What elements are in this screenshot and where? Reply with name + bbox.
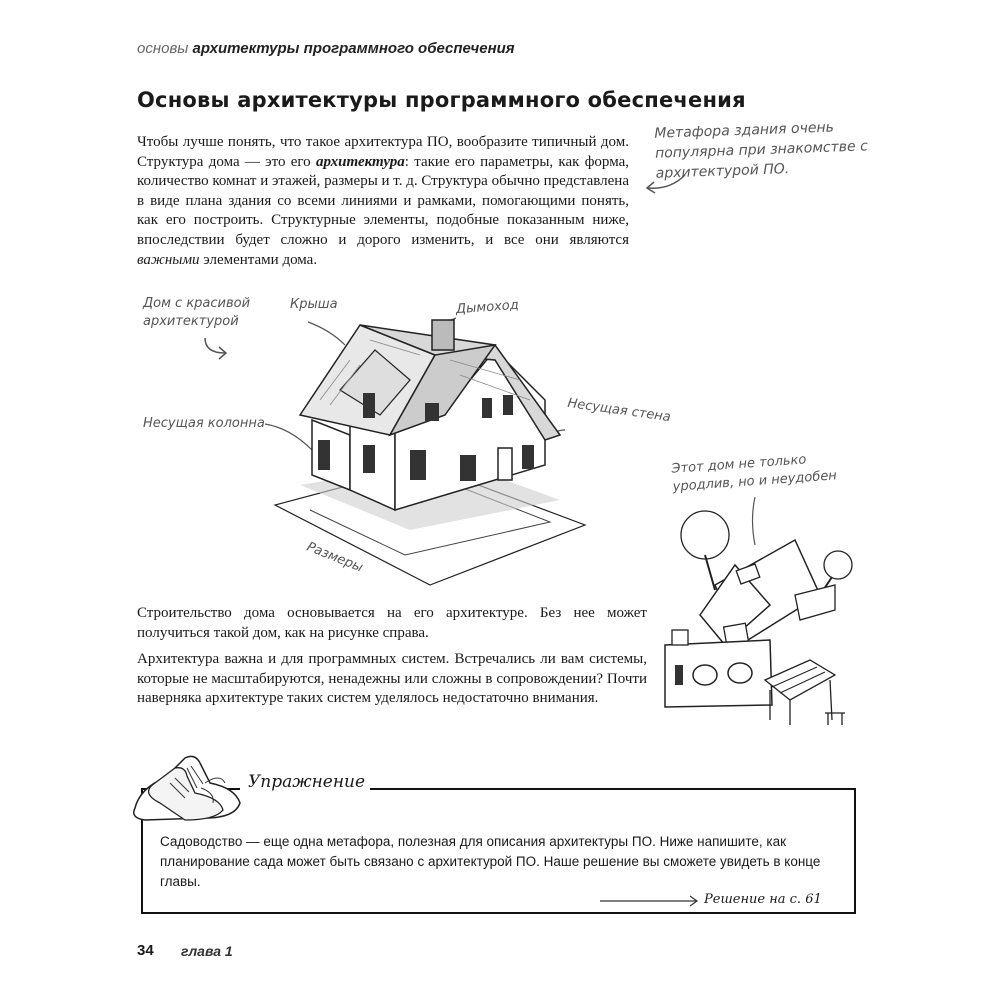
chapter-label: глава 1 [181,943,233,959]
running-head-light: основы [137,40,189,57]
running-head-bold: архитектуры программного обеспечения [192,40,515,57]
label-beautiful-house: Дом с красивой архитектурой [143,296,251,329]
house-illustration [260,300,610,590]
page-title: Основы архитектуры программного обеспечения [137,88,746,112]
sneakers-icon [125,748,250,826]
label-roof: Крыша [290,297,338,312]
beautiful-arrow-icon [200,335,240,365]
intro-emphasis-architecture: архитектура [315,153,405,170]
exercise-text: Садоводство — еще одна метафора, полезная для описания архитектуры ПО. Ниже напишите, как планирование сада может быть связано с архитектурой ПО. Наше решение вы сможете увидеть в конце главы. [160,834,821,889]
label-wall: Несущая стена [566,395,672,426]
intro-text-5: элементами дома. [199,251,318,268]
margin-note-arrow-icon [640,170,690,200]
paragraph-software-systems: Архитектура важна и для программных систем. Встречались ли вам системы, которые не масштабируются, ненадежны или сложны в сопровождении? Почти наверняка архитектуре таких систем уделялось недостаточно внимания. [137,651,647,707]
label-column: Несущая колонна [143,416,265,431]
label-chimney: Дымоход [455,297,520,318]
running-head [137,40,515,57]
page-number: 34 [137,942,154,959]
exercise-title: Упражнение [248,772,366,792]
intro-text-3: : такие его параметры, как форма, количество комнат и этажей, размеры и т. д. Структура обычно представлена в виде плана здания со всеми линиями и рамками, помогающими понять, как его построить. Структурные элементы, подобные показанным ниже, впоследствии будет сложно и дорого изменить, и все они являются [137,153,630,248]
intro-text-1: Чтобы лучше понять, что такое архитектура ПО, вообразите типичный дом. Структура дома — это его [137,134,629,170]
ugly-house-illustration [660,495,860,735]
intro-emphasis-important: важными [137,251,200,268]
paragraph-construction: Строительство дома основывается на его архитектуре. Без нее может получиться такой дом, как на рисунке справа. [137,605,647,641]
label-dimensions: Размеры [304,539,365,576]
margin-note: Метафора здания очень популярна при знакомстве с архитектурой ПО. [654,119,869,182]
label-ugly-house: Этот дом не только уродлив, но и неудобен [671,452,838,495]
solution-arrow-icon [600,893,700,909]
solution-reference: Решение на с. 61 [704,892,822,907]
intro-paragraph [137,133,629,270]
